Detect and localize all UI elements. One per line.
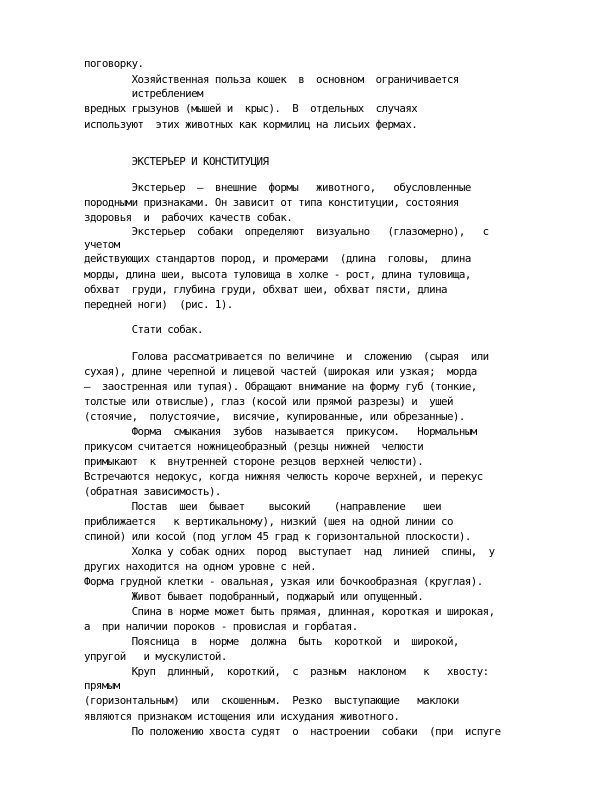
section-heading: ЭКСТЕРЬЕР И КОНСТИТУЦИЯ [84, 155, 269, 168]
text-line: (горизонтальным) или скошенным. Резко выступающие маклоки [84, 694, 459, 707]
text-line: других находится на одном уровне с ней. [84, 560, 317, 573]
text-line: спиной) или косой (под углом 45 град к горизонтальной плоскости). [84, 530, 471, 543]
text-line: передней ноги) (рис. 1). [84, 298, 233, 311]
text-line: Спина в норме может быть прямая, длинная, короткая и широкая, [84, 605, 495, 618]
text-line: толстые или отвислые), глаз (косой или прямой разрезы) и ушей [84, 395, 453, 408]
text-line: Холка у собак одних пород выступает над линией спины, у [84, 545, 495, 558]
text-line: истреблением [84, 87, 204, 100]
text-line: Поясница в норме должна быть короткой и широкой, [84, 635, 459, 648]
text-line: породными признаками. Он зависит от типа конституции, состояния [84, 196, 459, 209]
text-line: прямым [84, 679, 120, 692]
text-line: Экстерьер собаки определяют визуально (глазомерно), с [84, 225, 489, 238]
text-line: учетом [84, 238, 120, 251]
text-line: используют этих животных как кормилиц на лисьих фермах. [84, 118, 418, 131]
text-line: Форма грудной клетки - овальная, узкая или бочкообразная (круглая). [84, 575, 483, 588]
text-line: Круп длинный, короткий, с разным наклоном к хвосту: [84, 665, 489, 678]
text-line: (стоячие, полустоячие, висячие, купированные, или обрезанные). [84, 410, 465, 423]
text-line: действующих стандартов пород, и промерами (длина головы, длина [84, 252, 471, 265]
text-line: сухая), длине черепной и лицевой частей (широкая или узкая; морда [84, 365, 477, 378]
text-line: — заостренная или тупая). Обращают внимание на форму губ (тонкие, [84, 380, 477, 393]
text-line: (обратная зависимость). [84, 485, 221, 498]
text-line: По положению хвоста судят о настроении собаки (при испуге [84, 725, 501, 738]
text-line: Голова рассматривается по величине и сложению (сырая или [84, 350, 489, 363]
text-line: Форма смыкания зубов называется прикусом. Нормальным [84, 425, 477, 438]
text-line: а при наличии пороков - провислая и горбатая. [84, 620, 358, 633]
text-line: примыкают к внутренней стороне резцов верхней челюсти). [84, 455, 424, 468]
text-line: упругой и мускулистой. [84, 650, 227, 663]
text-line: являются признаком истощения или исхудания животного. [84, 710, 400, 723]
text-line: Хозяйственная польза кошек в основном ограничивается [84, 73, 459, 86]
text-line: здоровья и рабочих качеств собак. [84, 211, 293, 224]
text-line: Встречаются недокус, когда нижняя челюсть короче верхней, и перекус [84, 470, 483, 483]
text-line: вредных грызунов (мышей и крыс). В отдельных случаях [84, 102, 418, 115]
text-line: обхват груди, глубина груди, обхват шеи, обхват пясти, длина [84, 283, 447, 296]
text-line: приближается к вертикальному), низкий (шея на одной линии со [84, 515, 453, 528]
text-line: морды, длина шеи, высота туловища в холке - рост, длина туловища, [84, 268, 471, 281]
text-line: прикусом считается ножницеобразный (резцы нижней челюсти [84, 440, 424, 453]
subsection-heading: Стати собак. [84, 323, 204, 336]
text-line: Экстерьер — внешние формы животного, обусловленные [84, 181, 471, 194]
text-line: поговорку. [84, 57, 144, 70]
text-line: Живот бывает подобранный, поджарый или опущенный. [84, 590, 424, 603]
text-line: Постав шеи бывает высокий (направление шеи [84, 500, 442, 513]
